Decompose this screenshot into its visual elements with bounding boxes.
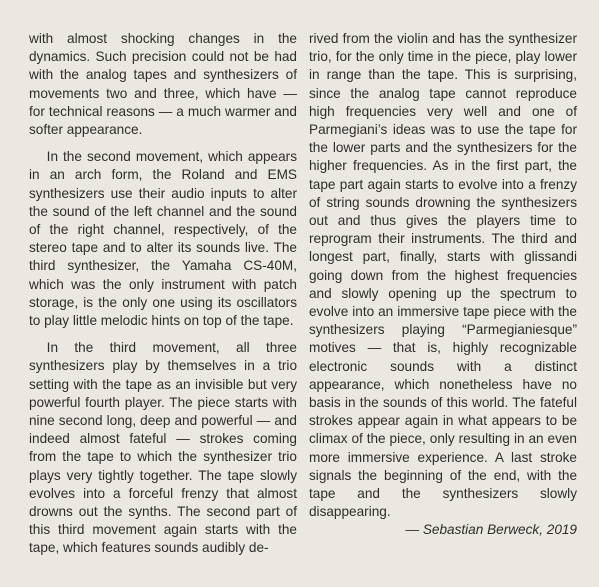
paragraph-continuation: rived from the violin and has the synthesizer trio, for the only time in the piece, play lower in range than the tape. This is surprising, since the analog tape cannot reproduce high frequencies very well and one of Parmegiani’s ideas was to use the tape for the lower parts and the synthesizers for the higher frequencies. As in the first part, the tape part again starts to evolve into a frenzy of string sounds drowning the synthesizers out and thus gives the players time to reprogram their instruments. The third and longest part, finally, starts with glissandi going down from the highest frequencies and slowly opening up the spectrum to evolve into an immersive tape piece with the synthesizers playing “Parmegianiesque” motives — that is, highly recognizable electronic sounds with a distinct appearance, which nonetheless have no basis in the sounds of this world. The fateful strokes appear again in what appears to be climax of the piece, only resulting in an even more immersive experience. A last stroke signals the beginning of the end, with the tape and the synthesizers slowly disappearing. [309,31,577,520]
paragraph-second-movement: In the second movement, which appears in an arch form, the Roland and EMS synthesizers use their audio inputs to alter the sound of the left channel and the sound of the right channel, respectively, of the stereo tape and to alter its sounds live. The third synthesizer, the Yamaha CS-40M, which was the only instrument with patch storage, is the only one using its oscillators to play little melodic hints on top of the tape. [29,149,297,329]
right-column [309,30,577,540]
paragraph-third-movement: In the third movement, all three synthesizers play by themselves in a trio setting with the tape as an invisible but very powerful fourth player. The piece starts with nine second long, deep and powerful — and indeed almost fateful — strokes coming from the tape to which the synthesizer trio plays very tightly together. The tape slowly evolves into a forceful frenzy that almost drowns out the synths. The second part of this third movement again starts with the tape, which features sounds audibly de- [29,340,297,556]
paragraph-dynamics: with almost shocking changes in the dynamics. Such precision could not be had with the analog tapes and synthesizers of movements two and three, which have — for technical reasons — a much warmer and softer appearance. [29,31,297,138]
author-signature: — Sebastian Berweck, 2019 [405,522,577,538]
left-column [29,30,297,558]
